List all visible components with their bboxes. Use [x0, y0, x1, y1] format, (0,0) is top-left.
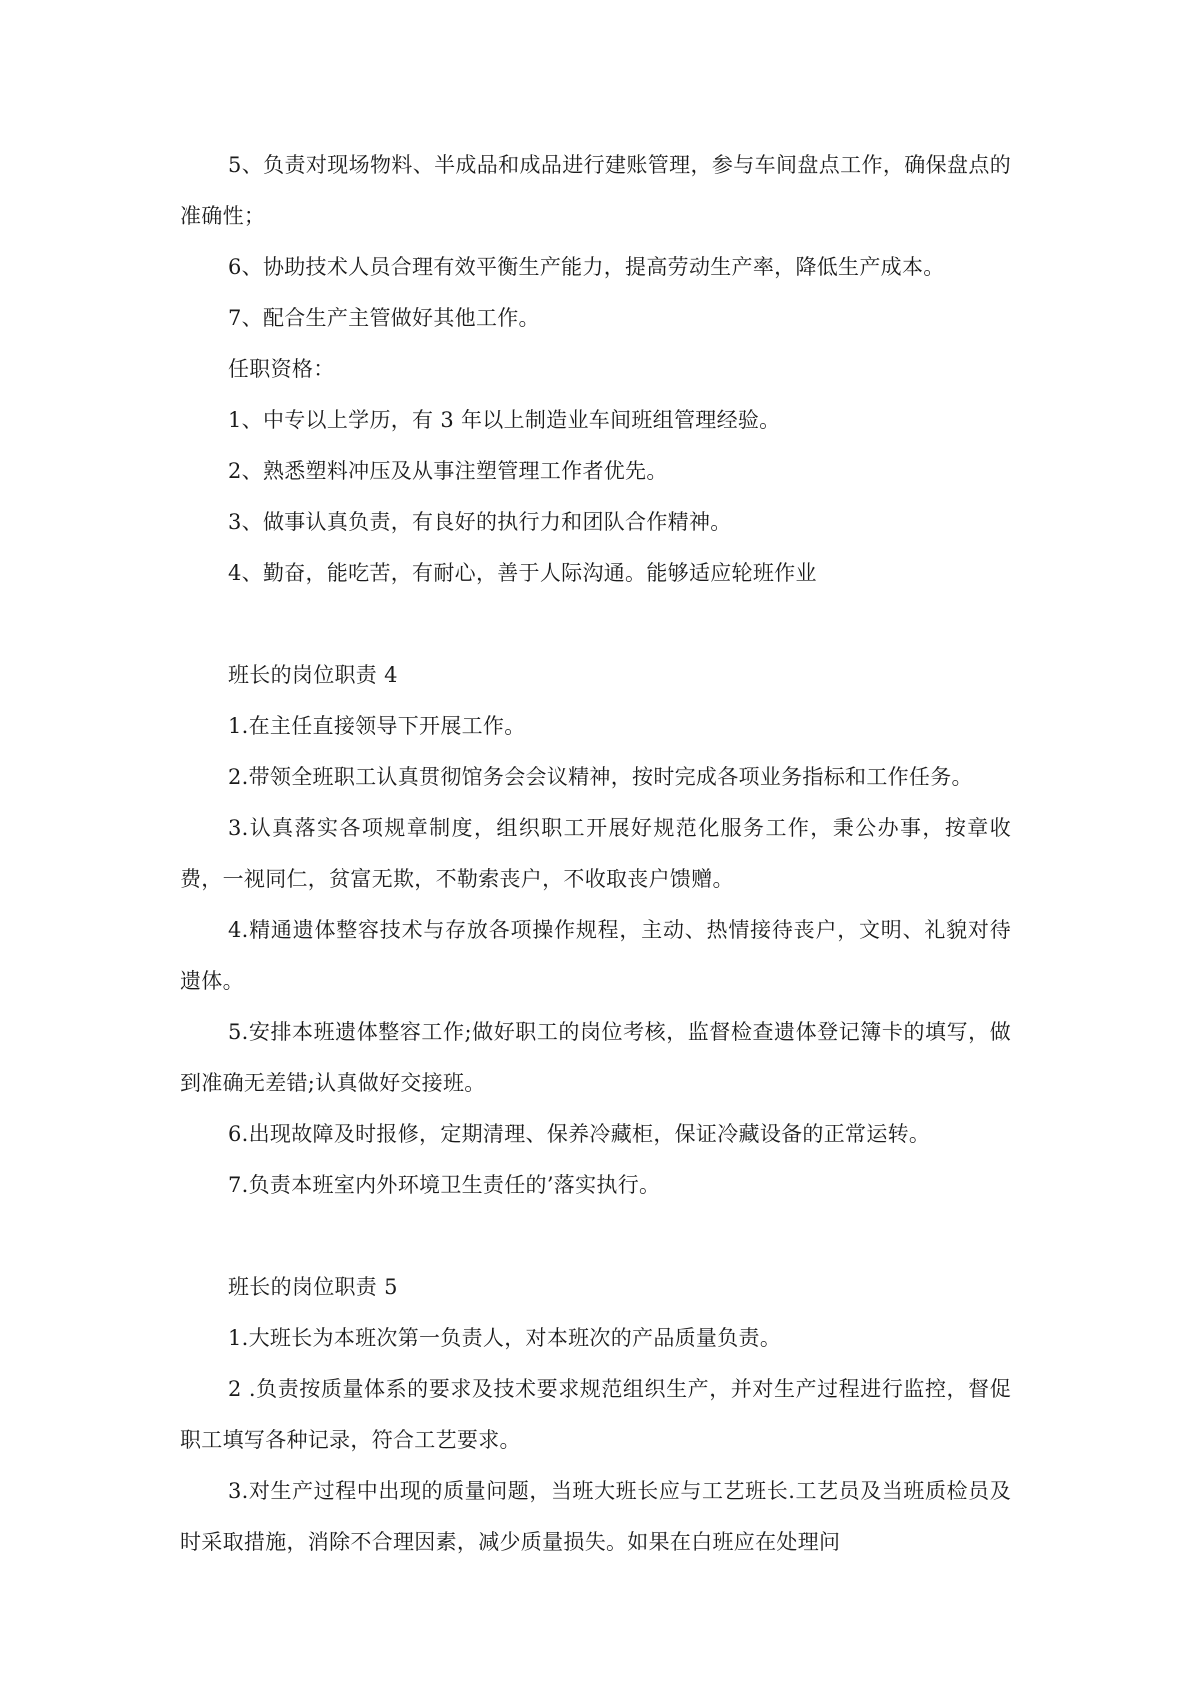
- section-spacer: [180, 1211, 1011, 1262]
- paragraph: 4、勤奋，能吃苦，有耐心，善于人际沟通。能够适应轮班作业: [228, 561, 817, 585]
- section-5: [180, 1262, 1011, 1568]
- paragraph: 6.出现故障及时报修，定期清理、保养冷藏柜，保证冷藏设备的正常运转。: [228, 1122, 931, 1146]
- section-title: 班长的岗位职责 4: [228, 663, 398, 687]
- responsibilities-list: [180, 140, 1011, 599]
- paragraph: 3.认真落实各项规章制度，组织职工开展好规范化服务工作，秉公办事，按章收费，一视同仁，贫富无欺，不勒索丧户，不收取丧户馈赠。: [180, 816, 1011, 891]
- paragraph: 3、做事认真负责，有良好的执行力和团队合作精神。: [228, 510, 732, 534]
- document-page: [180, 140, 1011, 1568]
- section-title: 班长的岗位职责 5: [228, 1275, 398, 1299]
- paragraph: 1.在主任直接领导下开展工作。: [228, 714, 526, 738]
- paragraph: 7.负责本班室内外环境卫生责任的’落实执行。: [228, 1173, 661, 1197]
- paragraph: 4.精通遗体整容技术与存放各项操作规程，主动、热情接待丧户，文明、礼貌对待遗体。: [180, 918, 1011, 993]
- section-4: [180, 650, 1011, 1211]
- paragraph: 5.安排本班遗体整容工作;做好职工的岗位考核，监督检查遗体登记簿卡的填写，做到准确无差错;认真做好交接班。: [180, 1020, 1011, 1095]
- qualifications-heading: 任职资格：: [228, 357, 335, 381]
- paragraph: 2、熟悉塑料冲压及从事注塑管理工作者优先。: [228, 459, 668, 483]
- paragraph: 2 .负责按质量体系的要求及技术要求规范组织生产，并对生产过程进行监控，督促职工填写各种记录，符合工艺要求。: [180, 1377, 1011, 1452]
- paragraph: 2.带领全班职工认真贯彻馆务会会议精神，按时完成各项业务指标和工作任务。: [228, 765, 973, 789]
- paragraph: 3.对生产过程中出现的质量问题，当班大班长应与工艺班长.工艺员及当班质检员及时采取措施，消除不合理因素，减少质量损失。如果在白班应在处理问: [180, 1479, 1011, 1554]
- paragraph: 6、协助技术人员合理有效平衡生产能力，提高劳动生产率，降低生产成本。: [228, 255, 945, 279]
- paragraph: 7、配合生产主管做好其他工作。: [228, 306, 540, 330]
- paragraph: 1.大班长为本班次第一负责人，对本班次的产品质量负责。: [228, 1326, 782, 1350]
- section-spacer: [180, 599, 1011, 650]
- paragraph: 5、负责对现场物料、半成品和成品进行建账管理，参与车间盘点工作，确保盘点的准确性；: [180, 153, 1011, 228]
- paragraph: 1、中专以上学历，有 3 年以上制造业车间班组管理经验。: [228, 408, 781, 432]
